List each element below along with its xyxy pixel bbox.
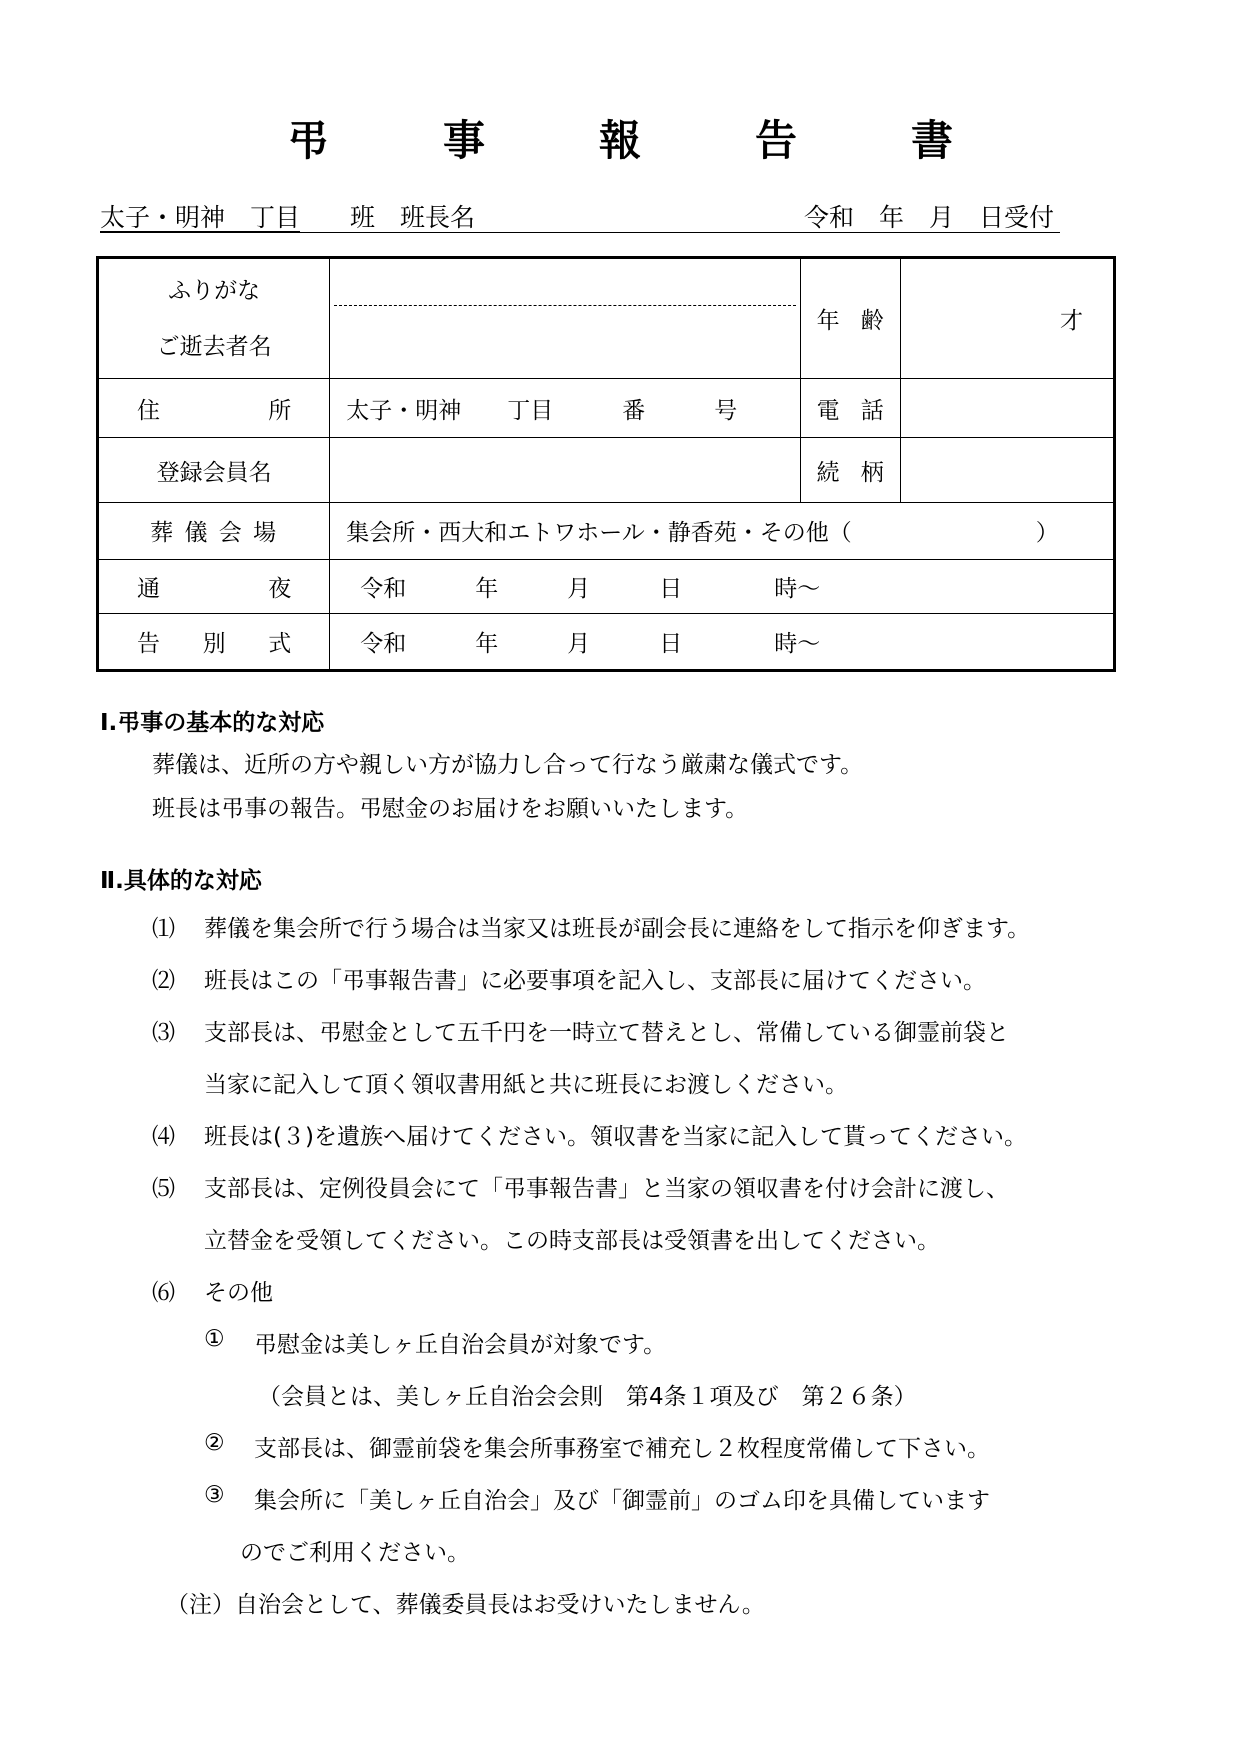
section2-heading: Ⅱ.具体的な対応 [100,868,262,894]
age-label-char-2: 齢 [860,308,884,335]
district-text: 太子・明神 丁目 [100,203,301,232]
address-value: 太子・明神 丁目 番 号 [346,397,738,424]
section1-paragraph-1: 葬儀は、近所の方や親しい方が協力し合って行なう厳粛な儀式です。 [152,752,864,778]
subitem-3-number: ③ [204,1482,225,1508]
deceased-name-cell [330,260,799,378]
item-6-text: その他 [204,1280,273,1306]
address-label [99,392,329,425]
deceased-row [98,258,1115,379]
header-left [100,198,475,234]
relation-field[interactable] [900,438,1114,503]
venue-label: 葬 儀 会 場 [98,502,330,559]
phone-label-cell [800,379,900,438]
funeral-label-char-2: 別 [202,631,226,658]
funeral-label [99,625,329,658]
address-label-char-2: 所 [268,397,292,424]
item-2-text: 班長はこの「弔事報告書」に必要事項を記入し、支部長に届けてください。 [204,968,986,994]
item-4-text: 班長は(３)を遺族へ届けてください。領収書を当家に記入して貰ってください。 [204,1124,1027,1150]
header-line [100,198,1060,233]
item-3-text-line-2: 当家に記入して頂く領収書用紙と共に班長にお渡しください。 [204,1072,848,1098]
venue-options: 集会所・西大和エトワホール・静香苑・その他（ ） [346,520,1059,547]
subitem-3-text-line-1: 集会所に「美しヶ丘自治会」及び「御霊前」のゴム印を具備しています [254,1488,990,1514]
deceased-name-field[interactable] [330,258,800,379]
funeral-label-char-1: 告 [137,631,160,658]
venue-row [98,502,1115,559]
age-label-cell [800,258,900,379]
wake-label-char-1: 通 [137,575,160,602]
item-1-text: 葬儀を集会所で行う場合は当家又は班長が副会長に連絡をして指示を仰ぎます。 [204,916,1031,942]
relation-label-char-1: 続 [816,459,840,486]
relation-label [801,454,900,487]
age-label [801,302,900,335]
address-field[interactable] [330,379,800,438]
subitem-3-text-line-2: のでご利用ください。 [240,1540,470,1566]
subitem-1-note: （会員とは、美しヶ丘自治会会則 第4条１項及び 第２６条） [258,1384,917,1410]
phone-label-char-2: 話 [860,397,884,424]
item-5-text-line-2: 立替金を受領してください。この時支部長は受領書を出してください。 [204,1228,940,1254]
item-5-number: ⑸ [152,1176,175,1202]
page-title: 弔 事 報 告 書 [286,116,989,165]
phone-field[interactable] [900,379,1114,438]
funeral-label-cell [98,614,330,671]
item-6-number: ⑹ [152,1280,175,1306]
item-3-text-line-1: 支部長は、弔慰金として五千円を一時立て替えとし、常備している御霊前袋と [204,1020,1009,1046]
report-form-table [96,256,1116,672]
wake-label [99,570,329,603]
subitem-2-text: 支部長は、御霊前袋を集会所事務室で補充し２枚程度常備して下さい。 [254,1436,990,1462]
wake-row [98,559,1115,614]
member-label: 登録会員名 [98,438,330,503]
furigana-divider [334,305,795,306]
funeral-date-field[interactable] [330,614,1115,671]
footnote: （注）自治会として、葬儀委員長はお受けいたしません。 [166,1592,765,1618]
phone-label-char-1: 電 [816,397,840,424]
relation-label-cell [800,438,900,503]
subitem-1-text: 弔慰金は美しヶ丘自治会員が対象です。 [254,1332,667,1358]
member-field[interactable] [330,438,800,503]
wake-date-field[interactable] [330,559,1115,614]
section1-paragraph-2: 班長は弔事の報告。弔慰金のお届けをお願いいたします。 [152,796,749,822]
wake-label-char-2: 夜 [268,575,292,602]
wake-label-cell [98,559,330,614]
item-5-text-line-1: 支部長は、定例役員会にて「弔事報告書」と当家の領収書を付け会計に渡し、 [204,1176,1009,1202]
funeral-row [98,614,1115,671]
age-field[interactable] [900,258,1114,379]
furigana-label: ふりがな [168,277,261,304]
phone-label [801,392,900,425]
venue-field[interactable] [330,502,1115,559]
received-date-text: 令和 年 月 日受付 [803,203,1054,232]
subitem-2-number: ② [204,1430,225,1456]
funeral-date-value: 令和 年 月 日 時～ [360,631,821,658]
address-label-cell [98,379,330,438]
member-row [98,438,1115,503]
deceased-label-cell [98,258,330,379]
item-2-number: ⑵ [152,968,175,994]
subitem-1-number: ① [204,1326,225,1352]
age-label-char-1: 年 [816,308,840,335]
item-4-number: ⑷ [152,1124,175,1150]
relation-label-char-2: 柄 [860,459,884,486]
item-1-number: ⑴ [152,916,175,942]
item-3-number: ⑶ [152,1020,175,1046]
address-row [98,379,1115,438]
section1-heading: Ⅰ.弔事の基本的な対応 [100,710,325,736]
address-label-char-1: 住 [137,397,160,424]
deceased-name-label: ご逝去者名 [156,333,272,360]
wake-date-value: 令和 年 月 日 時～ [360,575,821,602]
age-unit: 才 [1060,308,1083,335]
funeral-label-char-3: 式 [268,631,292,658]
group-leader-text: 班 班長名 [300,203,476,232]
